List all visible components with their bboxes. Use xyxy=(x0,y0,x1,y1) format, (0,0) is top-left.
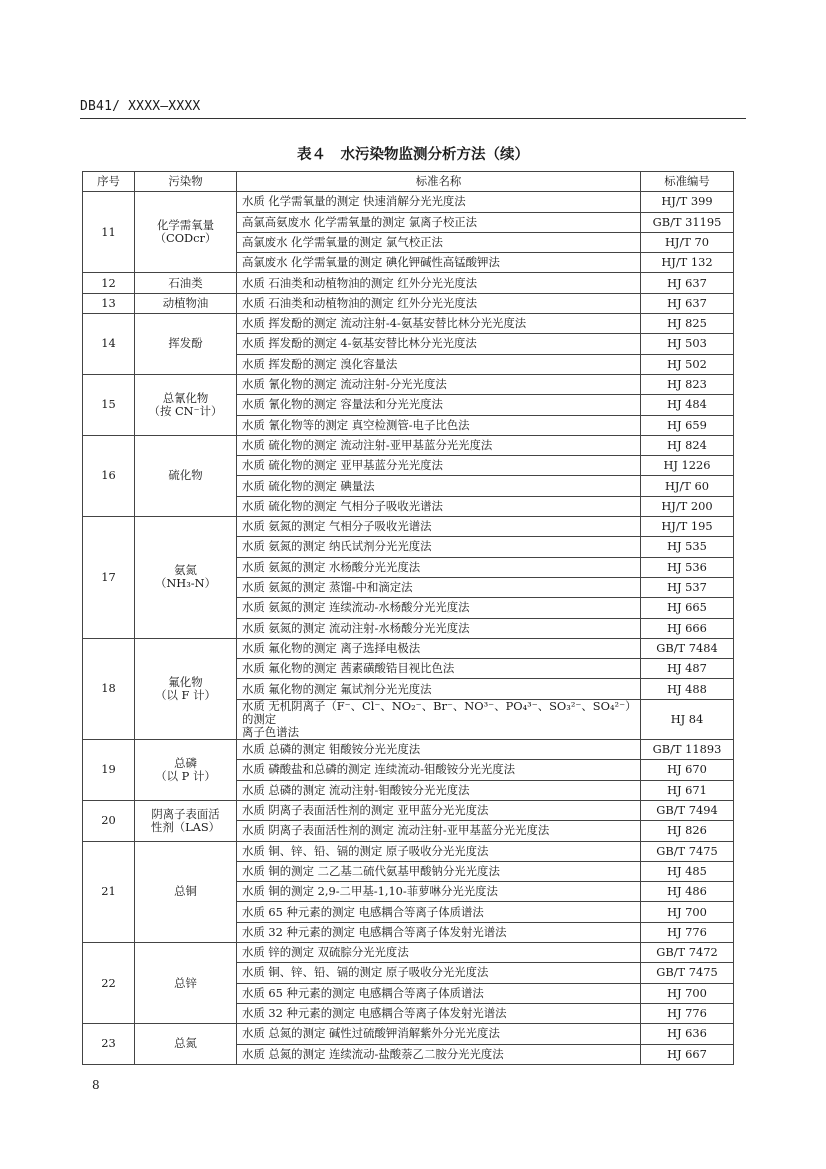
standard-code: HJ 823 xyxy=(641,374,734,394)
standard-code: HJ 659 xyxy=(641,415,734,435)
standard-name: 水质 阴离子表面活性剂的测定 亚甲蓝分光光度法 xyxy=(237,800,641,820)
standard-name: 水质 氨氮的测定 流动注射-水杨酸分光光度法 xyxy=(237,618,641,638)
row-number: 21 xyxy=(83,841,135,942)
pollutant-name: 总铜 xyxy=(135,841,237,942)
standard-name: 水质 硫化物的测定 亚甲基蓝分光光度法 xyxy=(237,456,641,476)
standard-name: 水质 挥发酚的测定 4-氨基安替比林分光光度法 xyxy=(237,334,641,354)
standard-code: HJ 487 xyxy=(641,659,734,679)
standard-code: HJ 700 xyxy=(641,902,734,922)
standard-name: 高氯废水 化学需氧量的测定 碘化钾碱性高锰酸钾法 xyxy=(237,253,641,273)
standard-name: 高氯废水 化学需氧量的测定 氯气校正法 xyxy=(237,232,641,252)
standard-name: 水质 氟化物的测定 茜素磺酸锆目视比色法 xyxy=(237,659,641,679)
standard-code: HJ/T 132 xyxy=(641,253,734,273)
standard-name: 水质 阴离子表面活性剂的测定 流动注射-亚甲基蓝分光光度法 xyxy=(237,821,641,841)
standard-code: GB/T 31195 xyxy=(641,212,734,232)
standard-name: 水质 65 种元素的测定 电感耦合等离子体质谱法 xyxy=(237,902,641,922)
standard-code: HJ 636 xyxy=(641,1024,734,1044)
row-number: 19 xyxy=(83,740,135,801)
standard-name: 水质 石油类和动植物油的测定 红外分光光度法 xyxy=(237,273,641,293)
table-header-row xyxy=(83,172,734,192)
row-number: 14 xyxy=(83,314,135,375)
standard-name: 水质 硫化物的测定 气相分子吸收光谱法 xyxy=(237,496,641,516)
header-divider xyxy=(80,118,746,119)
table-title: 表４ 水污染物监测分析方法（续） xyxy=(297,147,529,163)
document-code: DB41/ XXXX—XXXX xyxy=(80,99,201,114)
standard-name: 水质 铜、锌、铅、镉的测定 原子吸收分光光度法 xyxy=(237,841,641,861)
row-number: 12 xyxy=(83,273,135,293)
standard-code: HJ 535 xyxy=(641,537,734,557)
pollutant-name: 硫化物 xyxy=(135,435,237,516)
standard-name: 水质 氨氮的测定 连续流动-水杨酸分光光度法 xyxy=(237,598,641,618)
row-number: 13 xyxy=(83,293,135,313)
standard-name: 水质 氰化物等的测定 真空检测管-电子比色法 xyxy=(237,415,641,435)
table-row xyxy=(83,374,734,394)
row-number: 17 xyxy=(83,517,135,639)
page-number: 8 xyxy=(92,1078,100,1092)
row-number: 16 xyxy=(83,435,135,516)
standard-code: HJ 825 xyxy=(641,314,734,334)
table-row xyxy=(83,192,734,212)
table-row xyxy=(83,740,734,760)
standard-name: 水质 总磷的测定 流动注射-钼酸铵分光光度法 xyxy=(237,780,641,800)
standard-code: HJ 486 xyxy=(641,882,734,902)
standard-code: HJ 824 xyxy=(641,435,734,455)
standard-name: 水质 总氮的测定 连续流动-盐酸萘乙二胺分光光度法 xyxy=(237,1044,641,1064)
standard-name: 水质 氟化物的测定 离子选择电极法 xyxy=(237,638,641,658)
standard-code: GB/T 7494 xyxy=(641,800,734,820)
standard-code: GB/T 11893 xyxy=(641,740,734,760)
standard-code: HJ 826 xyxy=(641,821,734,841)
standard-code: GB/T 7475 xyxy=(641,963,734,983)
standard-code: HJ 666 xyxy=(641,618,734,638)
standard-code: HJ 488 xyxy=(641,679,734,699)
table-row xyxy=(83,293,734,313)
pollutant-name: 动植物油 xyxy=(135,293,237,313)
standard-code: HJ/T 399 xyxy=(641,192,734,212)
pollutant-name: 氟化物 （以 F 计） xyxy=(135,638,237,739)
standard-name: 水质 锌的测定 双硫腙分光光度法 xyxy=(237,943,641,963)
table-row xyxy=(83,1024,734,1044)
standard-name: 水质 32 种元素的测定 电感耦合等离子体发射光谱法 xyxy=(237,1003,641,1023)
standard-name: 水质 磷酸盐和总磷的测定 连续流动-钼酸铵分光光度法 xyxy=(237,760,641,780)
pollutant-name: 总氮 xyxy=(135,1024,237,1065)
standard-code: HJ 665 xyxy=(641,598,734,618)
standard-name: 水质 总氮的测定 碱性过硫酸钾消解紫外分光光度法 xyxy=(237,1024,641,1044)
standard-code: GB/T 7484 xyxy=(641,638,734,658)
table-row xyxy=(83,314,734,334)
standard-code: HJ 776 xyxy=(641,1003,734,1023)
standard-code: HJ 637 xyxy=(641,273,734,293)
standard-name: 水质 挥发酚的测定 流动注射-4-氨基安替比林分光光度法 xyxy=(237,314,641,334)
standard-name: 水质 硫化物的测定 流动注射-亚甲基蓝分光光度法 xyxy=(237,435,641,455)
standard-code: HJ 84 xyxy=(641,699,734,739)
table-row xyxy=(83,943,734,963)
row-number: 23 xyxy=(83,1024,135,1065)
pollutant-name: 阴离子表面活 性剂（LAS） xyxy=(135,800,237,841)
pollutant-name: 化学需氧量 （CODcr） xyxy=(135,192,237,273)
standard-name: 水质 氰化物的测定 容量法和分光光度法 xyxy=(237,395,641,415)
standard-code: HJ/T 70 xyxy=(641,232,734,252)
table-body xyxy=(83,192,734,1065)
standard-code: HJ/T 60 xyxy=(641,476,734,496)
standard-name: 水质 氨氮的测定 气相分子吸收光谱法 xyxy=(237,517,641,537)
standard-code: HJ 537 xyxy=(641,577,734,597)
standard-name: 水质 挥发酚的测定 溴化容量法 xyxy=(237,354,641,374)
row-number: 20 xyxy=(83,800,135,841)
row-number: 22 xyxy=(83,943,135,1024)
standard-code: GB/T 7472 xyxy=(641,943,734,963)
table-row xyxy=(83,638,734,658)
table-row xyxy=(83,273,734,293)
standard-code: HJ 700 xyxy=(641,983,734,1003)
standard-name: 水质 铜、锌、铅、镉的测定 原子吸收分光光度法 xyxy=(237,963,641,983)
standard-name: 水质 氨氮的测定 水杨酸分光光度法 xyxy=(237,557,641,577)
standard-code: HJ 484 xyxy=(641,395,734,415)
standard-code: HJ/T 195 xyxy=(641,517,734,537)
row-number: 18 xyxy=(83,638,135,739)
standard-name: 水质 石油类和动植物油的测定 红外分光光度法 xyxy=(237,293,641,313)
table-row xyxy=(83,800,734,820)
standard-code: HJ 536 xyxy=(641,557,734,577)
standard-code: HJ 670 xyxy=(641,760,734,780)
pollutant-name: 总磷 （以 P 计） xyxy=(135,740,237,801)
pollutant-name: 石油类 xyxy=(135,273,237,293)
standard-name: 水质 铜的测定 二乙基二硫代氨基甲酸钠分光光度法 xyxy=(237,861,641,881)
standard-name: 水质 硫化物的测定 碘量法 xyxy=(237,476,641,496)
pollutant-name: 挥发酚 xyxy=(135,314,237,375)
standard-code: HJ 502 xyxy=(641,354,734,374)
standard-name: 水质 氟化物的测定 氟试剂分光光度法 xyxy=(237,679,641,699)
standard-code: HJ 671 xyxy=(641,780,734,800)
pollutant-name: 总锌 xyxy=(135,943,237,1024)
pollutant-name: 氨氮 （NH₃-N） xyxy=(135,517,237,639)
standard-code: HJ 637 xyxy=(641,293,734,313)
standard-name: 水质 65 种元素的测定 电感耦合等离子体质谱法 xyxy=(237,983,641,1003)
standard-name: 水质 32 种元素的测定 电感耦合等离子体发射光谱法 xyxy=(237,922,641,942)
standard-code: HJ/T 200 xyxy=(641,496,734,516)
standard-name: 水质 氨氮的测定 纳氏试剂分光光度法 xyxy=(237,537,641,557)
table-row xyxy=(83,841,734,861)
standard-name: 水质 氨氮的测定 蒸馏-中和滴定法 xyxy=(237,577,641,597)
standard-name: 水质 氰化物的测定 流动注射-分光光度法 xyxy=(237,374,641,394)
col-header-standard-name: 标准名称 xyxy=(237,172,641,192)
col-header-pollutant: 污染物 xyxy=(135,172,237,192)
table-row xyxy=(83,517,734,537)
standard-code: HJ 1226 xyxy=(641,456,734,476)
standard-code: HJ 503 xyxy=(641,334,734,354)
standard-code: HJ 776 xyxy=(641,922,734,942)
standard-name: 水质 铜的测定 2,9-二甲基-1,10-菲萝啉分光光度法 xyxy=(237,882,641,902)
table-row xyxy=(83,435,734,455)
standard-code: GB/T 7475 xyxy=(641,841,734,861)
pollutant-name: 总氰化物 （按 CN⁻计） xyxy=(135,374,237,435)
standard-name: 水质 总磷的测定 钼酸铵分光光度法 xyxy=(237,740,641,760)
col-header-number: 序号 xyxy=(83,172,135,192)
methods-table xyxy=(82,171,734,1065)
row-number: 15 xyxy=(83,374,135,435)
standard-code: HJ 485 xyxy=(641,861,734,881)
standard-name: 高氯高氨废水 化学需氧量的测定 氯离子校正法 xyxy=(237,212,641,232)
standard-code: HJ 667 xyxy=(641,1044,734,1064)
col-header-standard-code: 标准编号 xyxy=(641,172,734,192)
row-number: 11 xyxy=(83,192,135,273)
standard-name: 水质 化学需氧量的测定 快速消解分光光度法 xyxy=(237,192,641,212)
standard-name: 水质 无机阴离子（F⁻、Cl⁻、NO₂⁻、Br⁻、NO³⁻、PO₄³⁻、SO₃²⁻、SO₄²⁻）的测定 离子色谱法 xyxy=(237,699,641,739)
